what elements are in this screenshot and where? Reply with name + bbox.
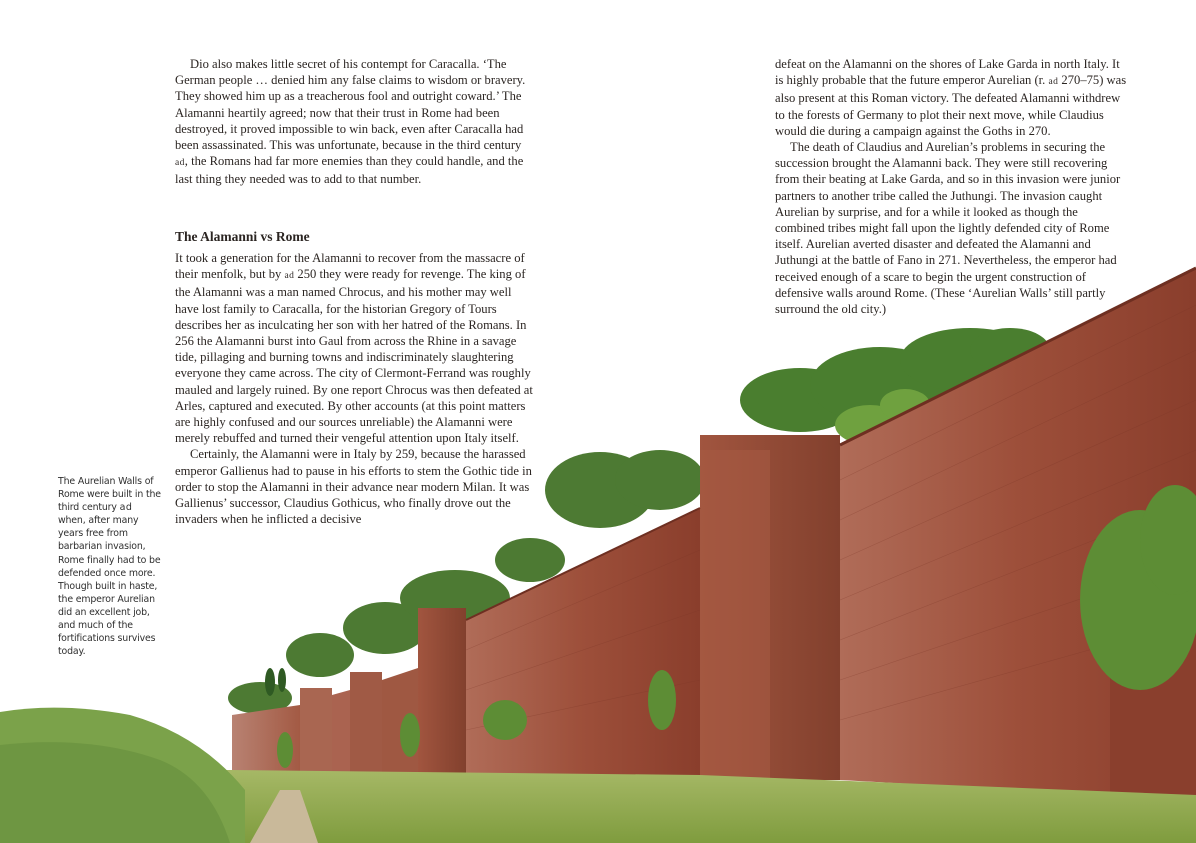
era-abbreviation: ad <box>284 271 295 282</box>
text-column-2 <box>175 250 537 527</box>
tower-far-1 <box>300 688 332 776</box>
paragraph: Dio also makes little secret of his contempt for Caracalla. ‘The German people … denied him any false claims to wisdom or bravery. They showed him up as a treacherous fool and outright coward.’ The Alamanni heartily agreed; now that their trust in Rome had been destroyed, it proved impossible to win back, even after Caracalla had been assassinated. This was unfortunate, because in the third century ad, the Romans had far more enemies than they could handle, and the last thing they needed was to add to that number. <box>175 57 526 187</box>
section-heading: The Alamanni vs Rome <box>175 229 310 244</box>
tower-mid <box>418 608 466 776</box>
text-column-1 <box>175 56 535 188</box>
paragraph: The death of Claudius and Aurelian’s problems in securing the succession brought the Alamanni back. They were still recovering from their beating at Lake Garda, and so in this invasion were junior partners to another tribe called the Juthungi. The invasion caught Aurelian by surprise, and for a while it looked as though the combined tribes might fall upon the lightly defended city of Rome itself. Aurelian averted disaster and defeated the Alamanni and Juthungi at the battle of Fano in 271. Nevertheless, the emperor had received enough of a scare to begin the urgent construction of defensive walls around Rome. (These ‘Aurelian Walls’ still partly surround the old city.) <box>775 140 1121 317</box>
paragraph: It took a generation for the Alamanni to recover from the massacre of their menfolk, but by ad 250 they were ready for revenge. The king of the Alamanni was a man named Chrocus, and his mother may well have lost family to Caracalla, for the historian Gregory of Tours describes her as inculcating her son with her hatred of the Romans. In 256 the Alamanni burst into Gaul from across the Rhine in a savage tide, pillaging and burning towns and indiscriminately slaughtering everyone they came across. The city of Clermont-Ferrand was roughly mauled and largely ruined. By one report Chrocus was then defeated at Arles, captured and executed. By other accounts (at this point matters are highly confused and our sources unreliable) the Alamanni were merely rebuffed and turned their vengeful attention upon Italy itself. <box>175 251 533 446</box>
paragraph: defeat on the Alamanni on the shores of Lake Garda in north Italy. It is highly probable that the future emperor Aurelian (r. ad 270–75) was also present at this Roman victory. The defeated Alamanni withdrew to the forests of Germany to plot their next move, while Claudius would die during a campaign against the Goths in 270. <box>775 57 1127 138</box>
era-abbreviation: ad <box>175 158 185 169</box>
era-abbreviation: ad <box>119 502 133 514</box>
photo-caption: The Aurelian Walls of Rome were built in the third century ad when, after many years free from barbarian invasion, Rome finally had to be defended once more. Though built in haste, the emperor Aurelian did an excellent job, and much of the fortifications survives today. <box>58 476 161 658</box>
era-abbreviation: ad <box>1048 77 1059 88</box>
paragraph: Certainly, the Alamanni were in Italy by 259, because the harassed emperor Gallienus had to pause in his efforts to stem the Gothic tide in order to stop the Alamanni in their advance near modern Milan. It was Gallienus’ successor, Claudius Gothicus, who finally drove out the invaders when he inflicted a decisive <box>175 447 532 527</box>
tower-far-2 <box>350 672 382 776</box>
text-column-3 <box>775 56 1130 317</box>
